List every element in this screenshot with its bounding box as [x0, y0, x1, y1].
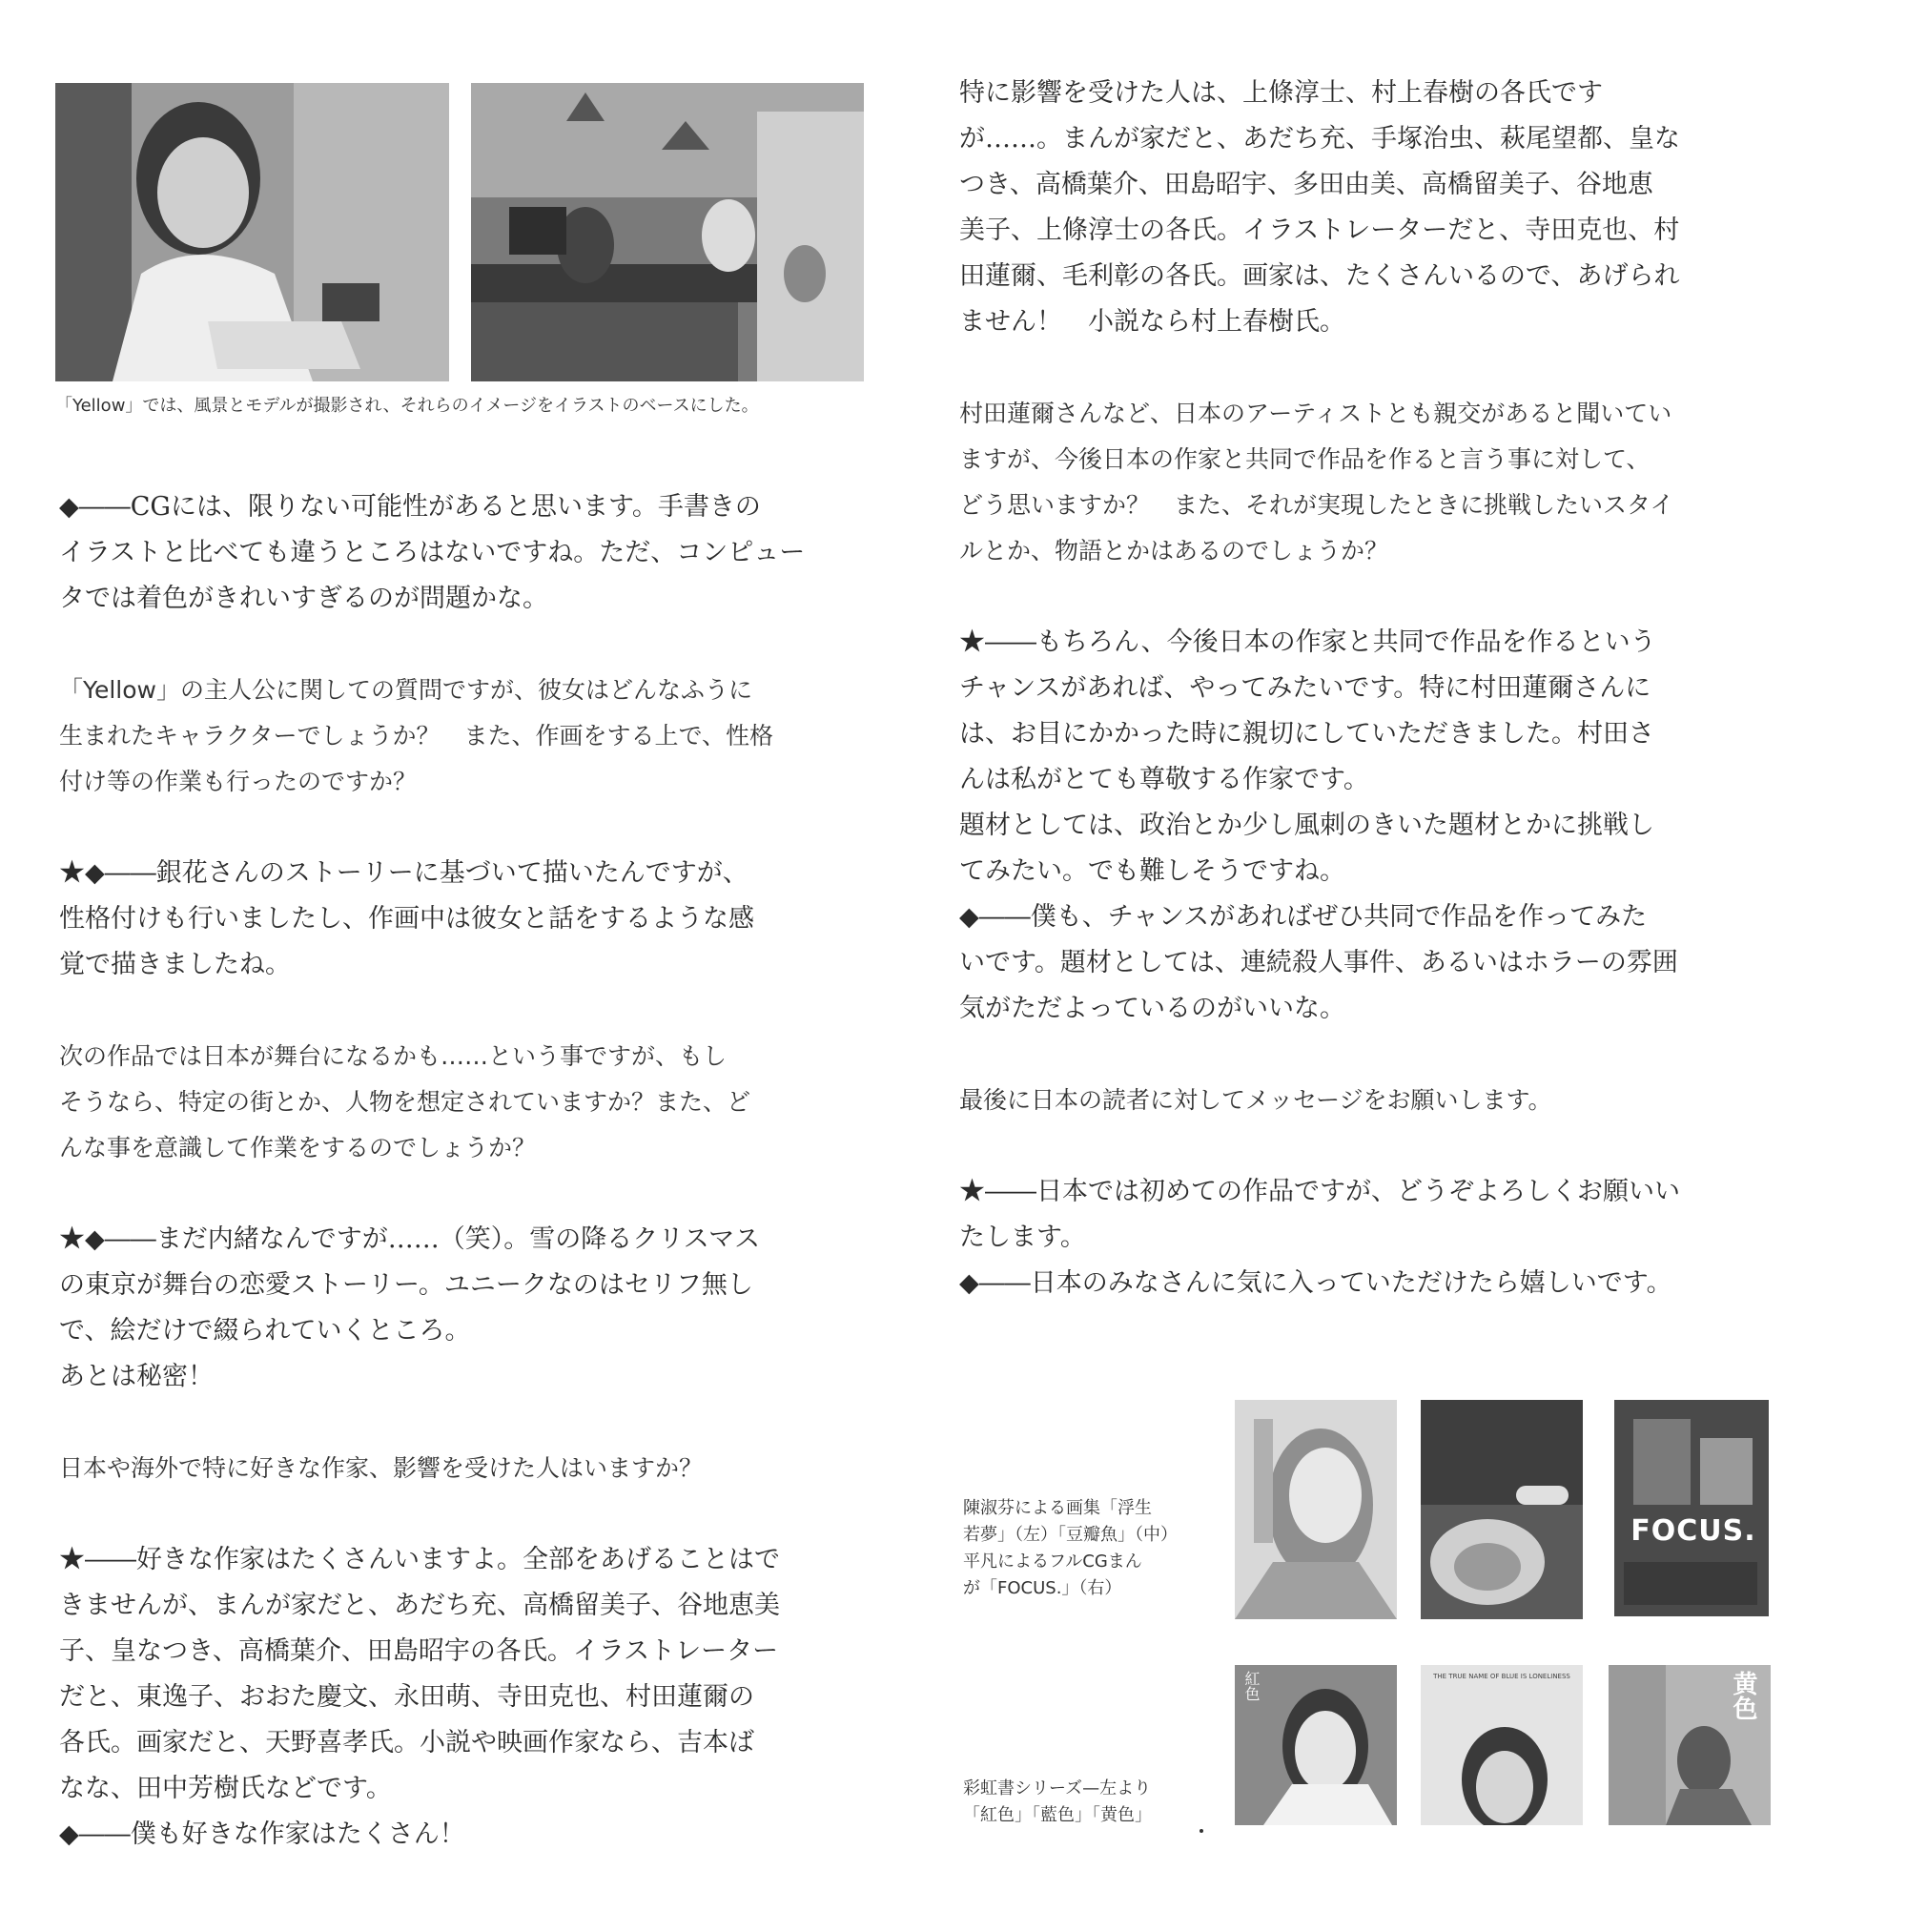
- text-line: あとは秘密！: [59, 1362, 214, 1391]
- book-cover-blue: [1421, 1665, 1583, 1825]
- text-line: 最後に日本の読者に対してメッセージをお願いします。: [959, 1086, 1552, 1114]
- text-line: 日本や海外で特に好きな作家、影響を受けた人はいますか？: [59, 1454, 704, 1482]
- text-line: 子、皇なつき、高橋葉介、田島昭宇の各氏。イラストレーター: [59, 1636, 779, 1666]
- text-line: は、お目にかかった時に親切にしていただきました。村田さ: [959, 719, 1654, 749]
- text-line: で、絵だけで綴られていくところ。: [59, 1316, 471, 1346]
- top-photo-caption: 「Yellow」では、風景とモデルが撮影され、それらのイメージをイラストのベースにした。: [55, 396, 759, 416]
- text-line: タでは着色がきれいすぎるのが問題かな。: [59, 584, 548, 613]
- text-line: きませんが、まんが家だと、あだち充、高橋留美子、谷地恵美: [59, 1591, 780, 1620]
- photo-kitchen-scene: [471, 83, 864, 381]
- text-line: だと、東逸子、おおた慶文、永田萌、寺田克也、村田蓮爾の: [59, 1682, 754, 1712]
- interview-answer: [959, 1169, 1779, 1306]
- interview-answer: [59, 484, 879, 622]
- text-line: つき、高橋葉介、田島昭宇、多田由美、高橋留美子、谷地恵: [959, 170, 1653, 199]
- interview-answer: [59, 1537, 879, 1858]
- text-line: ません！ 小説なら村上春樹氏。: [959, 307, 1345, 337]
- text-line: の東京が舞台の恋愛ストーリー。ユニークなのはセリフ無し: [59, 1270, 753, 1300]
- book-cover-yellow: [1609, 1665, 1771, 1825]
- text-line: ◆――日本のみなさんに気に入っていただけたら嬉しいです。: [959, 1268, 1672, 1298]
- right-text-column: [959, 71, 1779, 1352]
- text-line: 生まれたキャラクターでしょうか？ また、作画をする上で、性格: [59, 722, 774, 750]
- interview-answer: [959, 71, 1779, 345]
- text-line: ◆――CGには、限りない可能性があると思います。手書きの: [59, 492, 761, 522]
- text-line: んな事を意識して作業をするのでしょうか？: [59, 1134, 537, 1161]
- text-line: 田蓮爾、毛利彰の各氏。画家は、たくさんいるので、あげられ: [959, 261, 1680, 291]
- book-caption-top: 陳淑芬による画集「浮生 若夢」（左）「豆瓣魚」（中） 平凡によるフルCGまん が「FOCUS.」（右）: [963, 1498, 1178, 1598]
- text-line: 付け等の作業も行ったのですか？: [59, 768, 418, 795]
- text-line: んは私がとても尊敬する作家です。: [959, 765, 1369, 794]
- interview-question: [959, 391, 1779, 574]
- text-line: 覚で描きましたね。: [59, 950, 291, 979]
- text-line: 美子、上條淳士の各氏。イラストレーターだと、寺田克也、村: [959, 216, 1680, 245]
- yellow-cover-title: 黄色: [1729, 1671, 1757, 1720]
- text-line: ★――好きな作家はたくさんいますよ。全部をあげることはで: [59, 1545, 780, 1574]
- text-line: 特に影響を受けた人は、上條淳士、村上春樹の各氏です: [959, 78, 1603, 108]
- book-cover-focus: [1614, 1400, 1769, 1616]
- text-line: 次の作品では日本が舞台になるかも……という事ですが、もし: [59, 1042, 728, 1070]
- left-text-column: [59, 484, 879, 1903]
- text-line: が……。まんが家だと、あだち充、手塚治虫、萩尾望都、皇な: [959, 124, 1680, 154]
- text-line: 「Yellow」の主人公に関しての質問ですが、彼女はどんなふうに: [59, 676, 752, 704]
- interview-answer: [959, 620, 1779, 1032]
- text-line: 題材としては、政治とか少し風刺のきいた題材とかに挑戦し: [959, 811, 1654, 840]
- interview-question: [959, 1078, 1779, 1123]
- text-line: どう思いますか？ また、それが実現したときに挑戦したいスタイ: [959, 491, 1674, 519]
- text-line: ★――もちろん、今後日本の作家と共同で作品を作るという: [959, 627, 1656, 657]
- text-line: ◆――僕も好きな作家はたくさん！: [59, 1819, 465, 1849]
- book-caption-bottom: 彩虹書シリーズ—左より 「紅色」「藍色」「黄色」: [963, 1778, 1152, 1825]
- text-line: 各氏。画家だと、天野喜孝氏。小説や映画作家なら、吉本ば: [59, 1728, 754, 1757]
- text-line: そうなら、特定の街とか、人物を想定されていますか？また、ど: [59, 1088, 751, 1116]
- text-line: ◆――僕も、チャンスがあればぜひ共同で作品を作ってみた: [959, 902, 1648, 932]
- interview-question: [59, 1034, 879, 1171]
- blue-cover-title: THE TRUE NAME OF BLUE IS LONELINESS: [1433, 1673, 1570, 1680]
- book-cover-fusheng-ruomeng: [1235, 1400, 1397, 1619]
- interview-answer: [59, 851, 879, 988]
- text-line: ★◆――まだ内緒なんですが……（笑）。雪の降るクリスマス: [59, 1224, 761, 1254]
- focus-cover-title: FOCUS.: [1630, 1514, 1756, 1548]
- text-line: たします。: [959, 1223, 1086, 1252]
- stray-dot: [1200, 1829, 1203, 1833]
- text-line: てみたい。でも難しそうですね。: [959, 856, 1345, 886]
- interview-answer: [59, 1217, 879, 1400]
- text-line: いです。題材としては、連続殺人事件、あるいはホラーの雰囲: [959, 948, 1678, 977]
- text-line: ★◆――銀花さんのストーリーに基づいて描いたんですが、: [59, 858, 748, 888]
- book-cover-doubanyu: [1421, 1400, 1583, 1619]
- text-line: イラストと比べても違うところはないですね。ただ、コンピュー: [59, 538, 806, 567]
- red-cover-title: 紅色: [1242, 1671, 1261, 1701]
- text-line: チャンスがあれば、やってみたいです。特に村田蓮爾さんに: [959, 673, 1651, 703]
- text-line: ★――日本では初めての作品ですが、どうぞよろしくお願いい: [959, 1177, 1680, 1206]
- text-line: 性格付けも行いましたし、作画中は彼女と話をするような感: [59, 904, 754, 934]
- text-line: 村田蓮爾さんなど、日本のアーティストとも親交があると聞いてい: [959, 400, 1672, 427]
- text-line: ルとか、物語とかはあるのでしょうか？: [959, 537, 1389, 565]
- text-line: ますが、今後日本の作家と共同で作品を作ると言う事に対して、: [959, 445, 1651, 473]
- photo-girl-portrait: [55, 83, 449, 381]
- text-line: 気がただよっているのがいいな。: [959, 994, 1345, 1023]
- text-line: なな、田中芳樹氏などです。: [59, 1774, 392, 1803]
- book-cover-red: [1235, 1665, 1397, 1825]
- interview-question: [59, 1446, 879, 1491]
- interview-question: [59, 668, 879, 805]
